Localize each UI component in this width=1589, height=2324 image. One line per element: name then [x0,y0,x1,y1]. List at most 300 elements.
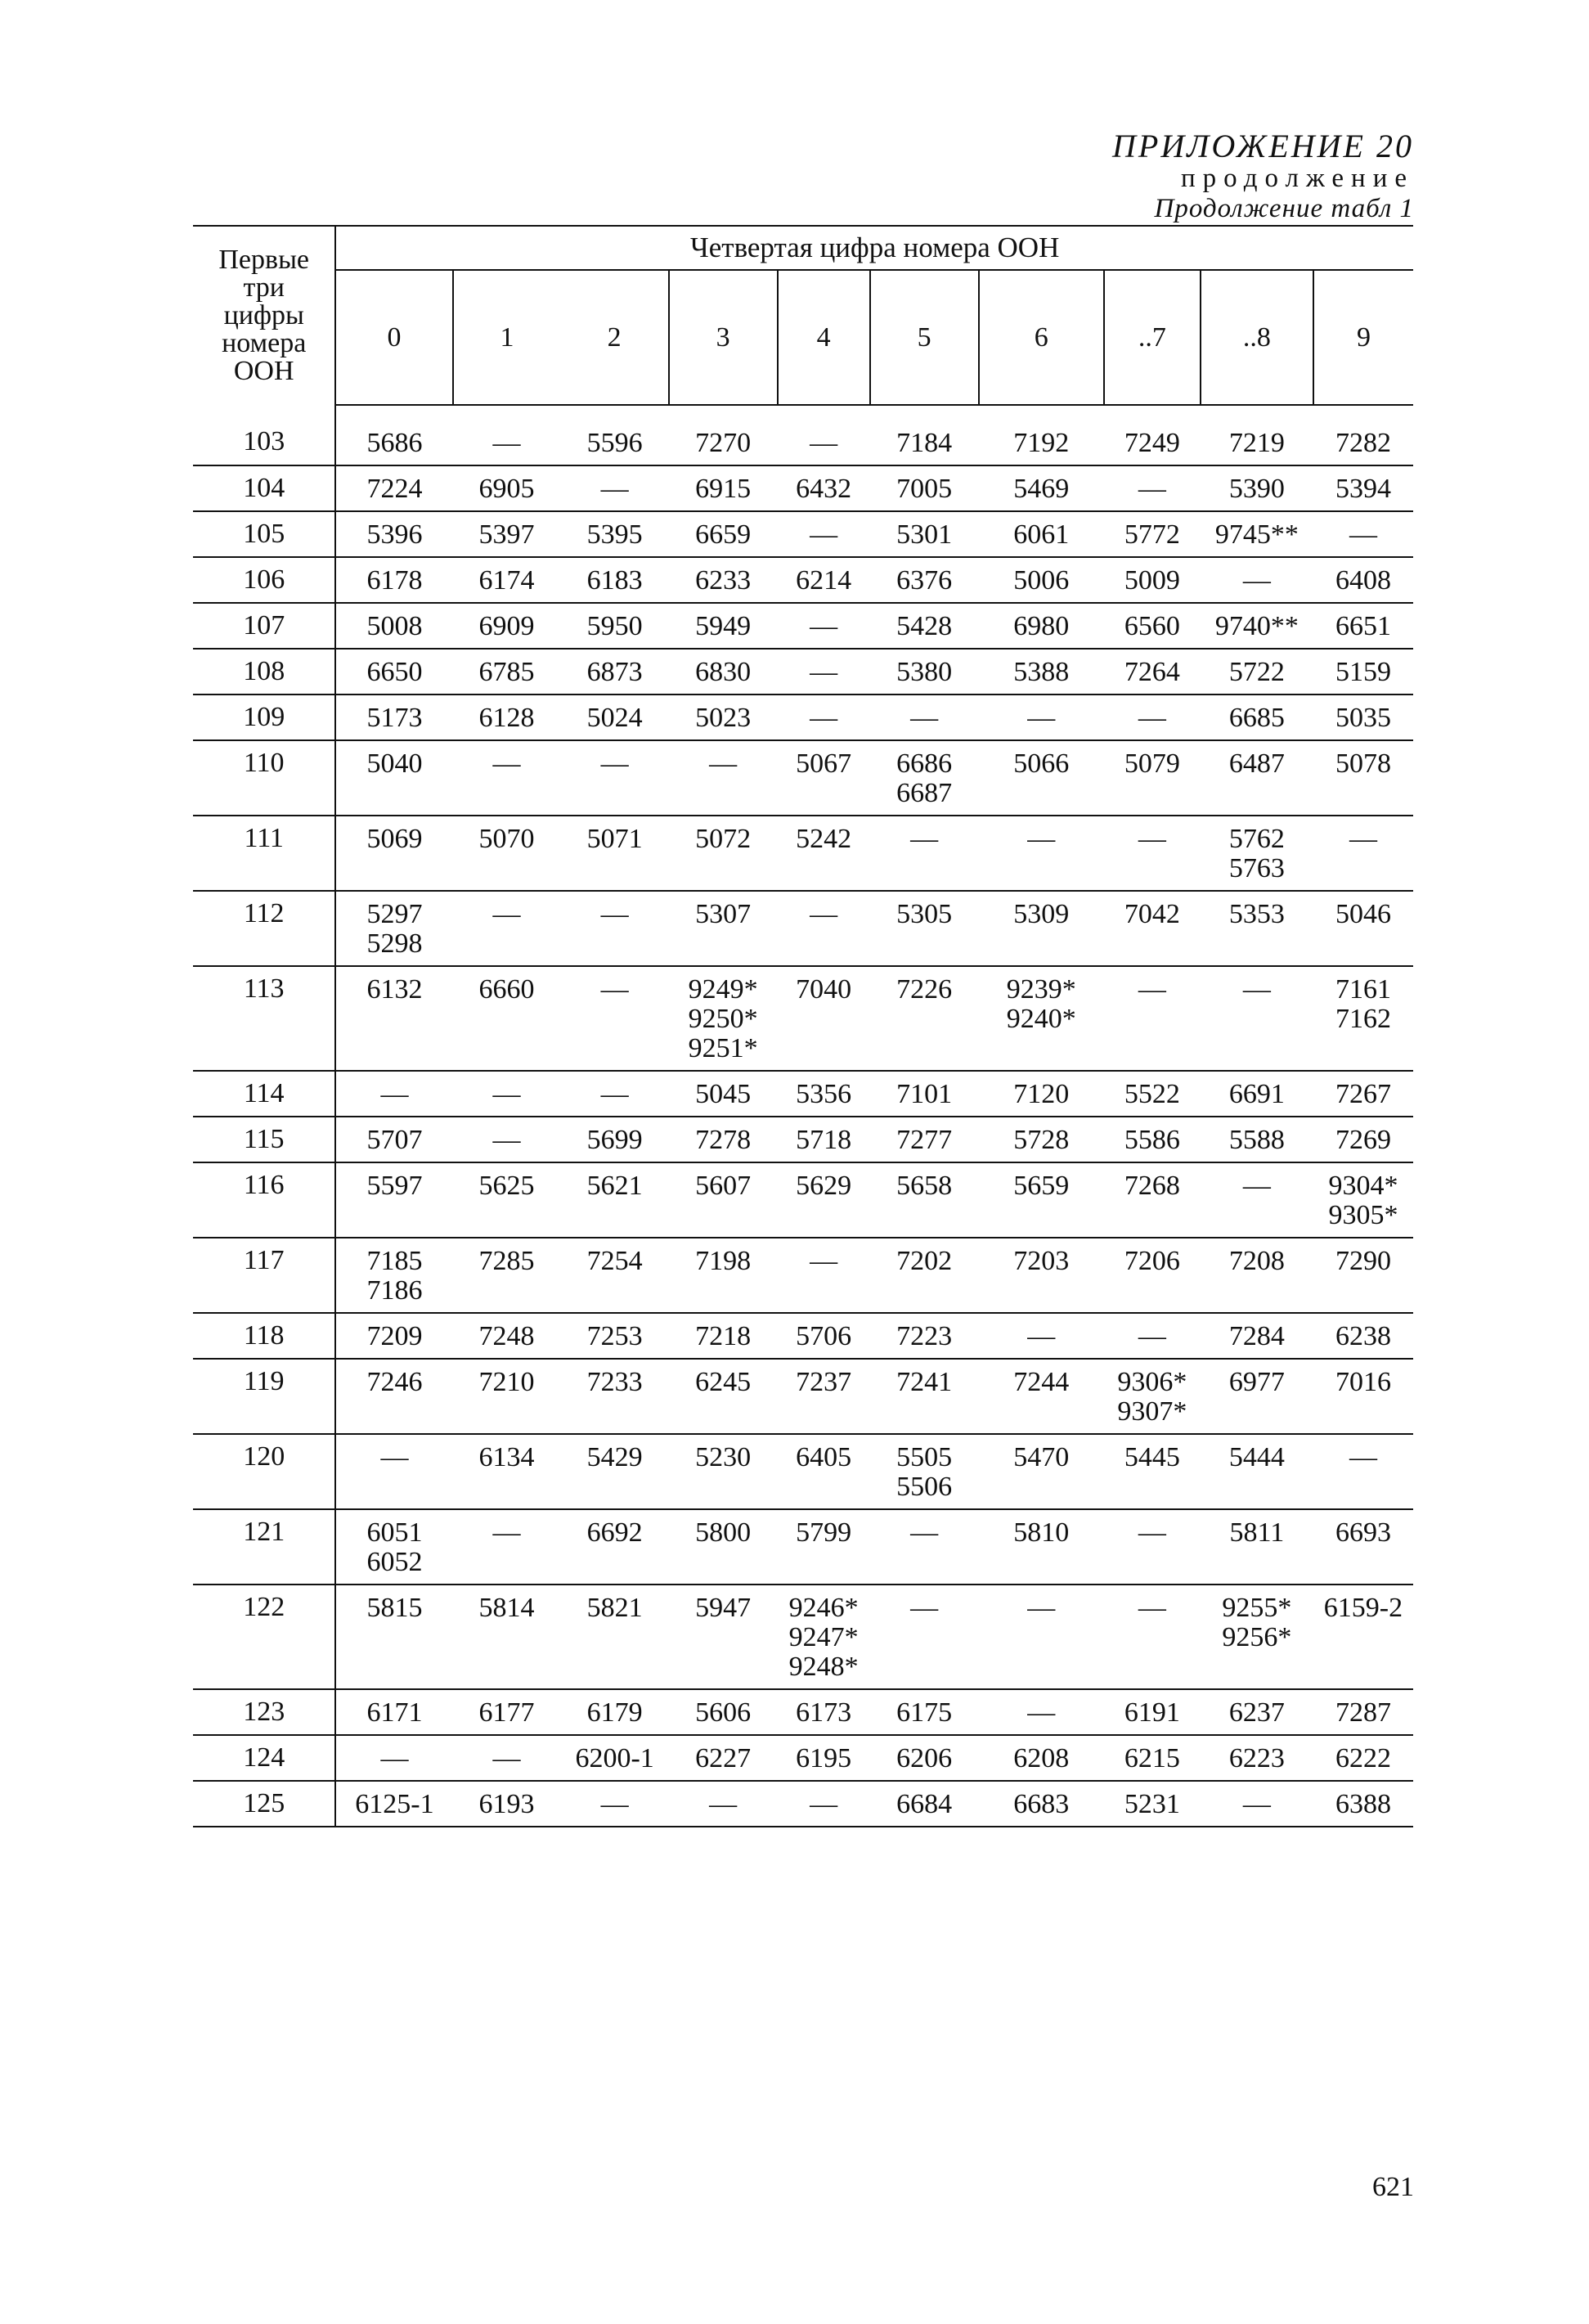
cell-value: 5356 [796,1079,852,1109]
cell-value: 6909 [478,611,535,641]
table-cell [453,1162,561,1238]
row-key: 110 [193,740,335,816]
row-key: 105 [193,511,335,557]
cell-value: 6191 [1124,1697,1180,1728]
table-cell [669,1313,778,1359]
row-key: 115 [193,1117,335,1162]
cell-value: 5066 [1013,748,1070,779]
cell-value: 7224 [366,474,423,504]
table-cell [979,1781,1104,1827]
table-row [193,511,1413,557]
table-cell [1313,740,1413,816]
cell-value: 7223 [896,1321,953,1351]
digit-header: 1 [453,270,561,405]
cell-value: — [810,703,838,733]
table-cell [335,1238,452,1313]
table-cell [335,603,452,649]
row-key: 125 [193,1781,335,1827]
digit-header: 0 [335,270,452,405]
table-cell [561,557,669,603]
row-key: 123 [193,1689,335,1735]
table-cell [979,966,1104,1071]
table-cell [1313,891,1413,966]
digit-header: 5 [870,270,979,405]
table-cell [669,511,778,557]
cell-value: — [492,1517,521,1548]
cell-value: 5762 [1228,824,1285,854]
table-cell [1104,1313,1201,1359]
row-key: 112 [193,891,335,966]
table-cell [1104,1071,1201,1117]
table-body [193,405,1413,1827]
cell-value: — [600,974,629,1005]
table-cell [453,1359,561,1434]
table-cell [1201,1162,1313,1238]
table-cell [870,816,979,891]
table-cell [778,649,870,695]
appendix-title: ПРИЛОЖЕНИЕ 20 [1112,128,1414,164]
cell-value: 5811 [1229,1517,1285,1548]
cell-value: 6159-2 [1323,1593,1403,1623]
cell-value: 7290 [1335,1246,1391,1276]
cell-value: 9255* [1222,1593,1292,1623]
table-cell [979,695,1104,740]
row-key: 113 [193,966,335,1071]
table-cell [453,1313,561,1359]
cell-value: — [910,824,939,854]
table-continuation-label: Продолжение табл 1 [1154,194,1414,223]
cell-value: 6174 [478,565,535,596]
cell-value: 6214 [796,565,852,596]
row-key: 122 [193,1585,335,1689]
table-cell [870,649,979,695]
table-cell [669,1509,778,1585]
cell-value: 7237 [796,1367,852,1397]
table-cell [1104,891,1201,966]
cell-value: 5009 [1124,565,1180,596]
cell-value: — [810,1246,838,1276]
table-cell [453,891,561,966]
table-cell [335,891,452,966]
cell-value: 5772 [1124,519,1180,550]
cell-value: 6691 [1228,1079,1285,1109]
table-row [193,557,1413,603]
cell-value: 7270 [695,428,752,458]
table-cell [870,1781,979,1827]
cell-value: 5040 [366,748,423,779]
cell-value: — [1349,519,1377,550]
table-cell [979,1313,1104,1359]
cell-value: 5625 [478,1171,535,1201]
cell-value: 6651 [1335,611,1391,641]
cell-value: — [492,899,521,929]
table-cell [1313,1585,1413,1689]
cell-value: — [1242,565,1271,596]
cell-value: 6245 [695,1367,752,1397]
table-row [193,966,1413,1071]
cell-value: 5707 [366,1125,423,1155]
cell-value: — [1027,703,1056,733]
cell-value: 5947 [695,1593,752,1623]
table-cell [669,1117,778,1162]
row-key: 118 [193,1313,335,1359]
cell-value: 7208 [1228,1246,1285,1276]
table-cell [669,891,778,966]
table-cell [669,1781,778,1827]
cell-value: 7161 [1335,974,1391,1005]
cell-value: 5297 [366,899,423,929]
row-key: 111 [193,816,335,891]
cell-value: — [1138,703,1166,733]
table-row [193,891,1413,966]
table-cell [335,966,452,1071]
table-cell [335,1689,452,1735]
table-cell [561,1509,669,1585]
table-cell [870,465,979,511]
cell-value: 7284 [1228,1321,1285,1351]
row-key: 124 [193,1735,335,1781]
table-cell [1104,1735,1201,1781]
cell-value: 6173 [796,1697,852,1728]
cell-value: — [492,1125,521,1155]
cell-value: 7268 [1124,1171,1180,1201]
table-cell [1313,1359,1413,1434]
un-number-table [193,225,1413,1827]
row-key: 107 [193,603,335,649]
cell-value: — [709,748,738,779]
table-cell [453,966,561,1071]
cell-value: 7282 [1335,428,1391,458]
table-cell [1104,511,1201,557]
table-cell [778,1238,870,1313]
cell-value: — [1027,1593,1056,1623]
cell-value: 5522 [1124,1079,1180,1109]
cell-value: 6388 [1335,1789,1391,1819]
cell-value: 6128 [478,703,535,733]
cell-value: 6233 [695,565,752,596]
cell-value: 9745** [1214,519,1299,550]
table-cell [979,1071,1104,1117]
table-cell [1313,1434,1413,1509]
table-cell [669,1359,778,1434]
cell-value: 7226 [896,974,953,1005]
table-cell [561,405,669,465]
cell-value: 5814 [478,1593,535,1623]
row-key: 121 [193,1509,335,1585]
table-cell [453,649,561,695]
table-cell [979,1735,1104,1781]
cell-value: 6195 [796,1743,852,1773]
table-cell [453,816,561,891]
cell-value: 6223 [1228,1743,1285,1773]
cell-value: 6977 [1228,1367,1285,1397]
cell-value: — [600,474,629,504]
cell-value: 5388 [1013,657,1070,687]
cell-value: 5722 [1228,657,1285,687]
table-cell [335,1585,452,1689]
cell-value: 6227 [695,1743,752,1773]
table-cell [870,1689,979,1735]
cell-value: 7202 [896,1246,953,1276]
table-cell [778,405,870,465]
table-cell [979,1238,1104,1313]
table-cell [870,1117,979,1162]
table-cell [778,1071,870,1117]
cell-value: 5621 [586,1171,643,1201]
table-cell [453,1585,561,1689]
table-cell [1201,740,1313,816]
table-cell [979,1162,1104,1238]
table-cell [1313,511,1413,557]
table-cell [870,511,979,557]
table-cell [669,1735,778,1781]
table-cell [561,511,669,557]
fourth-digit-header: Четвертая цифра номера ООН [335,226,1413,270]
table-cell [453,1735,561,1781]
table-cell [778,740,870,816]
cell-value: — [1242,1789,1271,1819]
cell-value: 7198 [695,1246,752,1276]
cell-value: 5071 [586,824,643,854]
table-cell [669,557,778,603]
table-cell [335,1359,452,1434]
cell-value: 9248* [788,1652,859,1682]
table-cell [979,465,1104,511]
table-cell [778,1162,870,1238]
table-cell [778,1585,870,1689]
cell-value: — [709,1789,738,1819]
cell-value: 7209 [366,1321,423,1351]
table-row [193,603,1413,649]
cell-value: — [1349,1442,1377,1472]
cell-value: 9247* [788,1622,859,1652]
table-cell [1104,1781,1201,1827]
table-cell [778,1509,870,1585]
table-row [193,405,1413,465]
table-cell [870,603,979,649]
table-cell [979,740,1104,816]
table-cell [561,1359,669,1434]
cell-value: 6215 [1124,1743,1180,1773]
cell-value: 5505 [896,1442,953,1472]
table-cell [561,649,669,695]
table-cell [979,891,1104,966]
table-cell [870,695,979,740]
cell-value: 5470 [1013,1442,1070,1472]
cell-value: 6132 [366,974,423,1005]
table-cell [1104,1434,1201,1509]
cell-value: 7246 [366,1367,423,1397]
cell-value: 5070 [478,824,535,854]
cell-value: 9304* [1328,1171,1398,1201]
cell-value: — [1138,1517,1166,1548]
table-cell [979,557,1104,603]
table-cell [1313,816,1413,891]
table-row [193,816,1413,891]
cell-value: — [600,1079,629,1109]
cell-value: 5231 [1124,1789,1180,1819]
cell-value: 6687 [896,778,953,808]
cell-value: — [1027,824,1056,854]
cell-value: 7241 [896,1367,953,1397]
table-cell [561,695,669,740]
cell-value: 5686 [366,428,423,458]
cell-value: 5799 [796,1517,852,1548]
table-cell [870,1162,979,1238]
table-cell [561,1781,669,1827]
cell-value: 6685 [1228,703,1285,733]
table-cell [335,557,452,603]
page-number: 621 [1372,2172,1414,2202]
table-cell [870,891,979,966]
table-cell [778,891,870,966]
cell-value: 6487 [1228,748,1285,779]
table-cell [1201,1509,1313,1585]
cell-value: 9256* [1222,1622,1292,1652]
cell-value: 7285 [478,1246,535,1276]
cell-value: 6125-1 [355,1789,434,1819]
table-cell [1201,649,1313,695]
cell-value: — [810,657,838,687]
cell-value: 5301 [896,519,953,550]
table-cell [335,740,452,816]
digit-header: ..8 [1201,270,1313,405]
table-cell [1201,816,1313,891]
table-cell [1313,603,1413,649]
cell-value: — [600,899,629,929]
cell-value: 5444 [1228,1442,1285,1472]
continuation-label: продолжение [1180,164,1414,193]
cell-value: 5305 [896,899,953,929]
table-cell [778,695,870,740]
cell-value: 7186 [366,1275,423,1306]
table-cell [335,1434,452,1509]
table-cell [1313,465,1413,511]
table-cell [453,557,561,603]
cell-value: 6208 [1013,1743,1070,1773]
cell-value: 6200-1 [575,1743,654,1773]
cell-value: 7219 [1228,428,1285,458]
table-cell [870,1434,979,1509]
cell-value: 5309 [1013,899,1070,929]
cell-value: 5067 [796,748,852,779]
cell-value: — [810,899,838,929]
cell-value: — [492,428,521,458]
cell-value: 5629 [796,1171,852,1201]
table-cell [1201,1434,1313,1509]
table-cell [870,966,979,1071]
cell-value: — [380,1743,409,1773]
cell-value: 7267 [1335,1079,1391,1109]
cell-value: 6980 [1013,611,1070,641]
cell-value: — [1138,1321,1166,1351]
cell-value: 5588 [1228,1125,1285,1155]
table-cell [778,511,870,557]
cell-value: — [492,748,521,779]
cell-value: 5821 [586,1593,643,1623]
table-row [193,740,1413,816]
table-cell [1201,405,1313,465]
cell-value: 6376 [896,565,953,596]
table-cell [669,1434,778,1509]
row-key: 103 [193,405,335,465]
table-cell [669,1162,778,1238]
table-cell [1201,1689,1313,1735]
table-cell [1104,1117,1201,1162]
cell-value: 6830 [695,657,752,687]
table-cell [335,695,452,740]
table-cell [669,1071,778,1117]
table-cell [1201,1735,1313,1781]
cell-value: — [910,703,939,733]
table-cell [1313,405,1413,465]
table-cell [778,603,870,649]
cell-value: — [810,611,838,641]
table-cell [335,1509,452,1585]
cell-value: 5035 [1335,703,1391,733]
cell-value: 6560 [1124,611,1180,641]
cell-value: 5706 [796,1321,852,1351]
table-cell [1313,1071,1413,1117]
cell-value: 6183 [586,565,643,596]
cell-value: — [1027,1321,1056,1351]
digit-header: 4 [778,270,870,405]
table-cell [1201,695,1313,740]
cell-value: 7040 [796,974,852,1005]
table-cell [561,1071,669,1117]
cell-value: — [1027,1697,1056,1728]
cell-value: 6650 [366,657,423,687]
cell-value: — [810,519,838,550]
table-cell [669,603,778,649]
table-cell [1201,465,1313,511]
table-cell [335,1313,452,1359]
cell-value: 6915 [695,474,752,504]
table-row [193,1781,1413,1827]
table-cell [561,1434,669,1509]
cell-value: 6785 [478,657,535,687]
table-cell [870,557,979,603]
digit-header: 9 [1313,270,1413,405]
cell-value: 9307* [1117,1396,1187,1427]
cell-value: 6193 [478,1789,535,1819]
cell-value: 9249* [688,974,758,1005]
table-row [193,695,1413,740]
cell-value: 5023 [695,703,752,733]
table-cell [1201,1359,1313,1434]
cell-value: 5607 [695,1171,752,1201]
cell-value: 5658 [896,1171,953,1201]
cell-value: 5699 [586,1125,643,1155]
table-cell [979,1689,1104,1735]
cell-value: — [380,1079,409,1109]
table-cell [335,511,452,557]
cell-value: 5394 [1335,474,1391,504]
cell-value: 6238 [1335,1321,1391,1351]
table-cell [669,1689,778,1735]
table-cell [870,1238,979,1313]
cell-value: 7269 [1335,1125,1391,1155]
table-cell [1201,511,1313,557]
cell-value: 6179 [586,1697,643,1728]
cell-value: 5800 [695,1517,752,1548]
table-cell [453,1689,561,1735]
table-cell [778,966,870,1071]
cell-value: 7287 [1335,1697,1391,1728]
cell-value: 5072 [695,824,752,854]
cell-value: 6175 [896,1697,953,1728]
cell-value: 5597 [366,1171,423,1201]
